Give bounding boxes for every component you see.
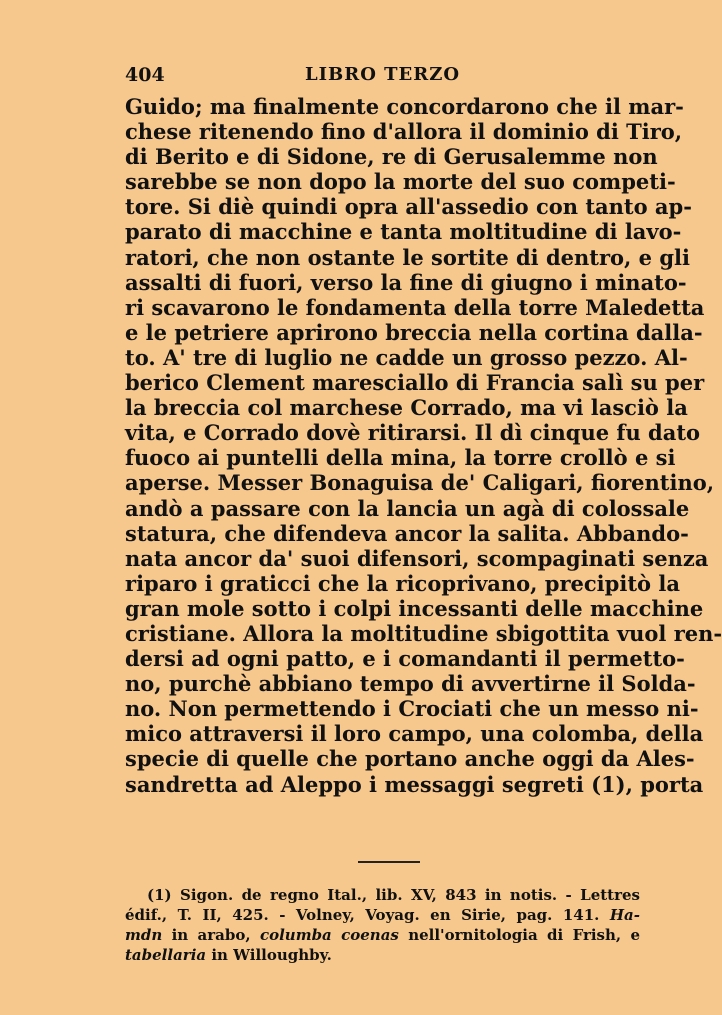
text-line: to. A' tre di luglio ne cadde un grosso pezzo. Al- bbox=[125, 344, 688, 370]
body-text bbox=[125, 94, 722, 797]
text-line: parato di macchine e tanta moltitudine di lavo- bbox=[125, 219, 682, 245]
text-line: dersi ad ogni patto, e i comandanti il permetto- bbox=[125, 646, 685, 672]
page-number: 404 bbox=[125, 64, 165, 86]
text-line: statura, che difendeva ancor la salita. Abbando- bbox=[125, 520, 689, 546]
footnote bbox=[125, 885, 640, 965]
text-line: sarebbe se non dopo la morte del suo competi- bbox=[125, 169, 676, 195]
text-line: vita, e Corrado dovè ritirarsi. Il dì cinque fu dato bbox=[125, 420, 701, 446]
text-line: fuoco ai puntelli della mina, la torre crollò e si bbox=[125, 445, 676, 471]
footnote-line: mdn in arabo, columba coenas nell'ornitologia di Frish, e bbox=[125, 926, 641, 944]
footnote-line: édif., T. II, 425. - Volney, Voyag. en Sirie, pag. 141. Ha- bbox=[125, 906, 640, 924]
text-line: tore. Si diè quindi opra all'assedio con tanto ap- bbox=[125, 194, 692, 220]
text-line: nata ancor da' suoi difensori, scompaginati senza bbox=[125, 545, 709, 571]
text-line: ri scavarono le fondamenta della torre Maledetta bbox=[125, 294, 705, 320]
running-title: LIBRO TERZO bbox=[304, 64, 461, 85]
text-line: no, purchè abbiano tempo di avvertirne il Solda- bbox=[125, 671, 696, 697]
text-line: chese ritenendo fino d'allora il dominio di Tiro, bbox=[125, 119, 683, 145]
text-line: di Berito e di Sidone, re di Gerusalemme non bbox=[125, 144, 658, 170]
text-line: andò a passare con la lancia un agà di colossale bbox=[125, 495, 690, 521]
text-line: riparo i graticci che la ricoprivano, precipitò la bbox=[125, 570, 680, 596]
footnote-separator bbox=[358, 861, 420, 863]
text-line: gran mole sotto i colpi incessanti delle macchine bbox=[125, 595, 704, 621]
footnote-line: (1) Sigon. de regno Ital., lib. XV, 843 in notis. - Lettres bbox=[147, 886, 640, 904]
text-line: sandretta ad Aleppo i messaggi segreti (1), porta bbox=[125, 771, 704, 797]
text-line: la breccia col marchese Corrado, ma vi lasciò la bbox=[125, 395, 688, 421]
text-line: assalti di fuori, verso la fine di giugno i minato- bbox=[125, 269, 687, 295]
text-line: mico attraversi il loro campo, una colomba, della bbox=[125, 721, 704, 747]
text-line: e le petriere aprirono breccia nella cortina dalla- bbox=[125, 319, 703, 345]
text-line: specie di quelle che portano anche oggi da Ales- bbox=[125, 746, 695, 772]
text-line: no. Non permettendo i Crociati che un messo ni- bbox=[125, 696, 699, 722]
text-line: Guido; ma finalmente concordarono che il mar- bbox=[125, 94, 684, 119]
text-line: berico Clement maresciallo di Francia salì su per bbox=[125, 370, 705, 396]
text-line: ratori, che non ostante le sortite di dentro, e gli bbox=[125, 244, 690, 270]
text-line: aperse. Messer Bonaguisa de' Caligari, fiorentino, bbox=[125, 470, 715, 496]
text-line: cristiane. Allora la moltitudine sbigottita vuol ren- bbox=[125, 620, 722, 646]
footnote-line: tabellaria in Willoughby. bbox=[125, 946, 332, 964]
page-header bbox=[125, 64, 640, 90]
